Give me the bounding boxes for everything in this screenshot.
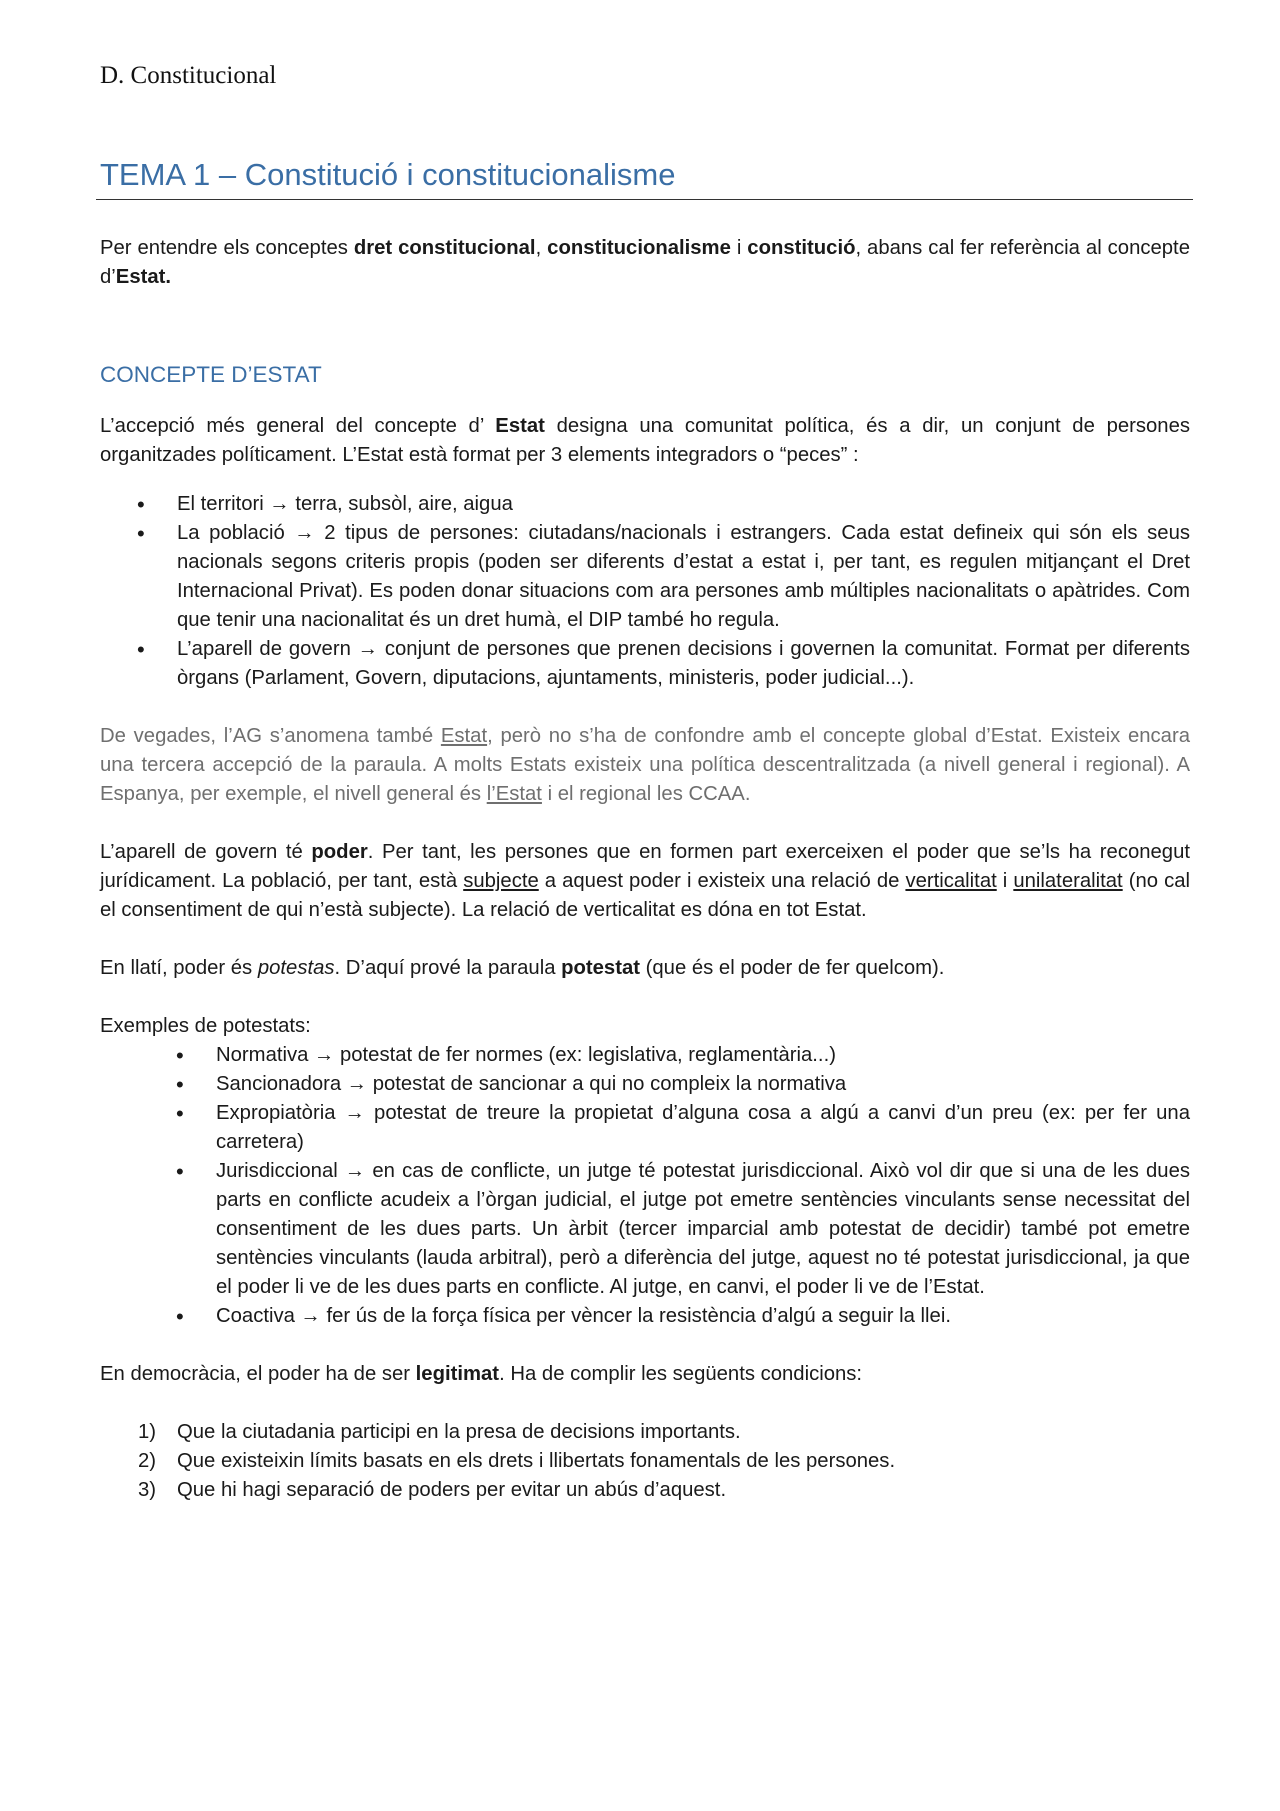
text-run: , abans cal fer referència al concepte d’ [100, 237, 1190, 288]
text-run: , [535, 237, 548, 259]
text-run: , però no s’ha de confondre amb el concepte global d’Estat. Existeix encara una tercera accepció de la paraula. A molts Estats existeix una política descentralitzada (a nivell general i regional). A Espanya, per exemple, el nivell general és [100, 725, 1190, 805]
state-elements-list [100, 490, 1190, 693]
estat-definition-paragraph [100, 412, 1190, 470]
potestas-paragraph [100, 954, 1190, 983]
section-heading: CONCEPTE D’ESTAT [100, 362, 322, 387]
bold-term: Estat [495, 415, 545, 437]
text-run: . Ha de complir les següents condicions: [499, 1363, 863, 1385]
list-item [100, 1070, 1190, 1099]
text-run: (no cal el consentiment de qui n’està subjecte). La relació de verticalitat es dóna en tot Estat. [100, 870, 1191, 921]
bullet-icon [137, 635, 145, 666]
ag-note-paragraph [100, 722, 1190, 809]
underlined-term: unilateralitat [1013, 870, 1123, 892]
list-item [100, 1418, 1190, 1447]
bullet-icon [176, 1041, 184, 1072]
text-run: En llatí, poder és [100, 957, 258, 979]
list-item [100, 490, 1190, 519]
potestats-list [100, 1041, 1190, 1331]
bold-term: constitucionalisme [547, 237, 731, 259]
bold-term: dret constitucional [353, 237, 536, 259]
text-run: i el regional les CCAA. [541, 783, 751, 805]
bold-term: legitimat [415, 1363, 500, 1385]
text-run: i [996, 870, 1014, 892]
bullet-icon [176, 1157, 184, 1188]
list-number: 2) [138, 1450, 157, 1472]
list-item [100, 519, 1190, 635]
list-item [100, 1476, 1190, 1505]
conditions-list [100, 1418, 1190, 1505]
text-run: . Per tant, les persones que en formen part exerceixen el poder que se’ls ha reconegut jurídicament. La població, per tant, està [100, 841, 1191, 892]
text-run: En democràcia, el poder ha de ser [100, 1363, 416, 1385]
underlined-term: Estat [440, 725, 488, 747]
bullet-icon [176, 1099, 184, 1130]
bullet-icon [137, 490, 145, 521]
list-item-text: Sancionadora → potestat de sancionar a qui no compleix la normativa [216, 1073, 847, 1095]
list-item-text: Normativa → potestat de fer normes (ex: legislativa, reglamentària...) [216, 1044, 836, 1066]
list-item-text: Que existeixin límits basats en els drets i llibertats fonamentals de les persones. [177, 1450, 896, 1472]
title-block [96, 155, 1193, 200]
page-title: TEMA 1 – Constitució i constitucionalisme [100, 157, 676, 192]
list-item [100, 1099, 1190, 1157]
list-item-text: Expropiatòria → potestat de treure la propietat d’alguna cosa a algú a canvi d’un preu (ex: per fer una carretera) [216, 1102, 1190, 1153]
bullet-icon [176, 1302, 184, 1333]
text-run: i [730, 237, 748, 259]
text-run: a aquest poder i existeix una relació de [538, 870, 906, 892]
document-body [100, 234, 1190, 1505]
bold-term: Estat. [115, 266, 172, 288]
bold-term: potestat [561, 957, 641, 979]
list-item-text: Que hi hagi separació de poders per evitar un abús d’aquest. [177, 1479, 727, 1501]
list-item-text: Jurisdiccional → en cas de conflicte, un jutge té potestat jurisdiccional. Això vol dir que si una de les dues parts en conflicte acudeix a l’òrgan judicial, el jutge pot emetre sentències vinculants sense necessitat del consentiment de les dues parts. Un àrbit (tercer imparcial amb potestat de decidir) també pot emetre sentències vinculants (lauda arbitral), però a diferència del jutge, aquest no té potestat jurisdiccional, ja que el poder li ve de les dues parts en conflicte. Al jutge, en canvi, el poder li ve de l’Estat. [216, 1160, 1190, 1298]
text-run: L’aparell de govern té [100, 841, 312, 863]
underlined-term: subjecte [463, 870, 539, 892]
text-run: . D’aquí prové la paraula [334, 957, 562, 979]
list-item [100, 1447, 1190, 1476]
list-item-text: El territori → terra, subsòl, aire, aigua [177, 493, 513, 515]
list-item-text: Coactiva → fer ús de la força física per vèncer la resistència d’algú a seguir la llei. [216, 1305, 951, 1327]
list-number: 3) [138, 1479, 157, 1501]
list-item-text: L’aparell de govern → conjunt de persones que prenen decisions i governen la comunitat. Format per diferents òrgans (Parlament, Govern, diputacions, ajuntaments, ministeris, poder judicial...). [177, 638, 1190, 689]
bold-term: poder [311, 841, 368, 863]
list-item-text: La població → 2 tipus de persones: ciutadans/nacionals i estrangers. Cada estat defineix qui són els seus nacionals segons criteris propis (poden ser diferents d’estat a estat i, per tant, es regulen mitjançant el Dret Internacional Privat). Es poden donar situacions com ara persones amb múltiples nacionalitats o apàtrides. Com que tenir una nacionalitat és un dret humà, el DIP també ho regula. [177, 522, 1190, 631]
text-run: Per entendre els conceptes [100, 237, 354, 259]
underlined-term: l’Estat [486, 783, 542, 805]
bullet-icon [137, 519, 145, 550]
text-run: De vegades, l’AG s’anomena també [100, 725, 441, 747]
bold-term: constitució [747, 237, 856, 259]
text-run: L’accepció més general del concepte d’ [100, 415, 496, 437]
list-item [100, 1157, 1190, 1302]
running-header: D. Constitucional [100, 62, 277, 89]
list-item-text: Que la ciutadania participi en la presa de decisions importants. [177, 1421, 741, 1443]
list-item [100, 1041, 1190, 1070]
list-item [100, 1302, 1190, 1331]
list-number: 1) [138, 1421, 157, 1443]
list-item [100, 635, 1190, 693]
underlined-term: verticalitat [905, 870, 997, 892]
intro-paragraph [100, 234, 1190, 292]
poder-paragraph [100, 838, 1190, 925]
text-run: (que és el poder de fer quelcom). [640, 957, 945, 979]
democracia-paragraph [100, 1360, 1190, 1389]
examples-label: Exemples de potestats: [100, 1015, 311, 1037]
bullet-icon [176, 1070, 184, 1101]
text-run: designa una comunitat política, és a dir, un conjunt de persones organitzades políticament. L’Estat està format per 3 elements integradors o “peces” : [100, 415, 1190, 466]
italic-term: potestas [257, 957, 335, 979]
